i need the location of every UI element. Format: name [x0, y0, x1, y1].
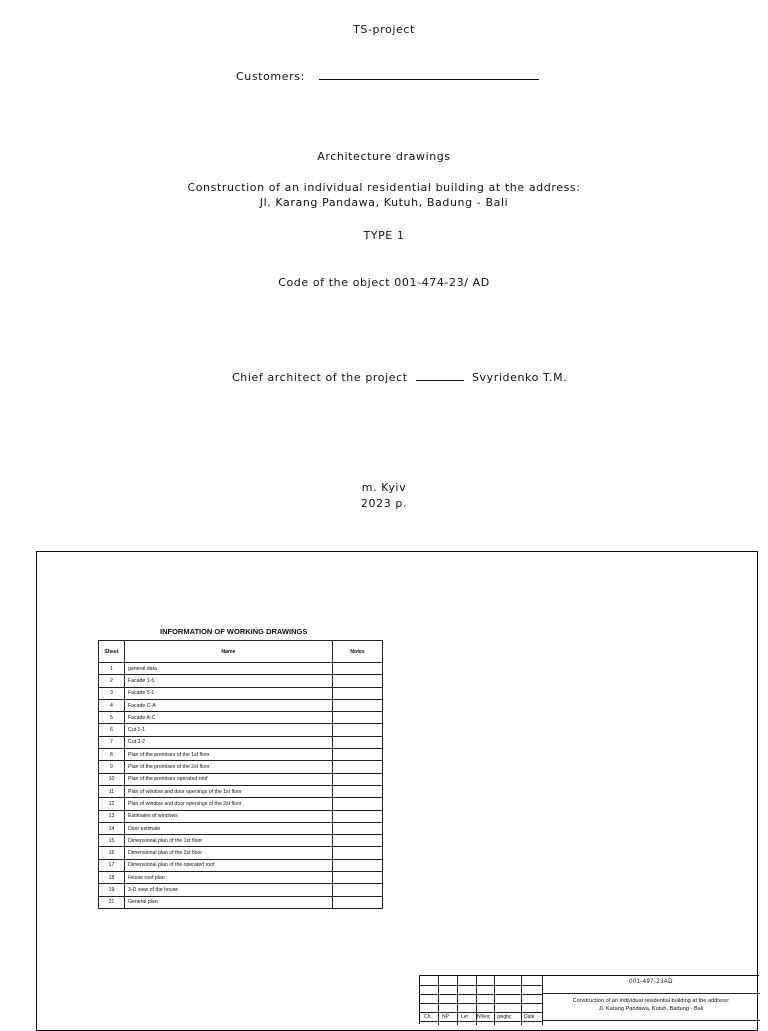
sheet-name: Cut 1-1 — [125, 724, 333, 736]
sheet-name: general data — [125, 663, 333, 675]
customers-blank — [319, 71, 539, 80]
type-label: TYPE 1 — [363, 229, 405, 242]
table-row — [99, 798, 383, 810]
table-row — [99, 712, 383, 724]
table-row — [99, 687, 383, 699]
chief-architect-line — [232, 371, 567, 384]
column-header-notes: Notes — [333, 641, 383, 663]
sheet-name: General plan — [125, 896, 333, 908]
column-header-sheet: Sheet — [99, 641, 125, 663]
sheet-name: House roof plan — [125, 872, 333, 884]
table-row — [99, 675, 383, 687]
stamp-label-np: NP — [442, 1014, 449, 1020]
drawings-table-body — [99, 663, 383, 909]
table-row — [99, 872, 383, 884]
sheet-number: 4 — [99, 699, 125, 711]
sheet-number: 18 — [99, 872, 125, 884]
sheet-name: Facade 1-5 — [125, 675, 333, 687]
sheet-notes — [333, 896, 383, 908]
table-row — [99, 810, 383, 822]
sheet-number: 10 — [99, 773, 125, 785]
table-row — [99, 785, 383, 797]
sheet-name: Dimensional plan of the 1st floor — [125, 835, 333, 847]
stamp-label-let: Let — [461, 1014, 468, 1020]
title-block-grid — [420, 976, 542, 1025]
drawings-table — [98, 640, 383, 909]
table-row — [99, 699, 383, 711]
sheet-name: Plan of window and door openings of the 1st floor — [125, 785, 333, 797]
sheet-notes — [333, 810, 383, 822]
sheet-notes — [333, 724, 383, 736]
stamp-description-line-1: Construction of an individual residential building at the address: — [572, 998, 730, 1004]
sheet-name: Cut 2-2 — [125, 736, 333, 748]
table-row — [99, 822, 383, 834]
table-row — [99, 724, 383, 736]
sheet-name: Plan of the premises operated roof — [125, 773, 333, 785]
sheet-notes — [333, 785, 383, 797]
sheet-notes — [333, 822, 383, 834]
stamp-label-ch: Ch. — [424, 1014, 432, 1020]
signature-blank — [416, 372, 464, 381]
sheet-name: Plan of the premises of the 2st floor — [125, 761, 333, 773]
sheet-name: Facade C-A — [125, 699, 333, 711]
sheet-number: 6 — [99, 724, 125, 736]
table-row — [99, 773, 383, 785]
stamp-label-ndoc: N%oc — [477, 1014, 491, 1020]
sheet-name: Door estimate — [125, 822, 333, 834]
sheet-number: 19 — [99, 884, 125, 896]
sheet-name: Plan of window and door openings of the 2st floor — [125, 798, 333, 810]
sheet-notes — [333, 798, 383, 810]
chief-name: Svyridenko T.M. — [471, 371, 568, 384]
sheet-notes — [333, 699, 383, 711]
sheet-number: 15 — [99, 835, 125, 847]
sheet-name: Facade A-C — [125, 712, 333, 724]
table-row — [99, 749, 383, 761]
sheet-notes — [333, 749, 383, 761]
sheet-name: Plan of the premises of the 1st floor — [125, 749, 333, 761]
sheet-name: 3-D view of the house — [125, 884, 333, 896]
sheet-name: Estimates of windows — [125, 810, 333, 822]
construction-line-2: Jl. Karang Pandawa, Kutuh, Badung - Bali — [259, 196, 509, 209]
table-row — [99, 835, 383, 847]
sheet-number: 21 — [99, 896, 125, 908]
customers-line — [236, 70, 539, 83]
sheet-number: 1 — [99, 663, 125, 675]
sheet-notes — [333, 835, 383, 847]
table-row — [99, 736, 383, 748]
stamp-description-line-2: Jl. Karang Pandawa, Kutuh, Badung - Bali — [598, 1006, 704, 1013]
city: m. Kyiv — [361, 481, 407, 494]
stamp-label-date: Date — [524, 1014, 535, 1020]
sheet-number: 17 — [99, 859, 125, 871]
sheet-number: 3 — [99, 687, 125, 699]
sheet-notes — [333, 712, 383, 724]
sheet-notes — [333, 847, 383, 859]
sheet-notes — [333, 859, 383, 871]
sheet-notes — [333, 736, 383, 748]
sheet-number: 7 — [99, 736, 125, 748]
sheet-name: Dimensional plan of the operated roof — [125, 859, 333, 871]
sheet-number: 12 — [99, 798, 125, 810]
column-header-name: Name — [125, 641, 333, 663]
project-name: TS-project — [353, 23, 415, 36]
sheet-name: Facade 5-1 — [125, 687, 333, 699]
sheet-number: 16 — [99, 847, 125, 859]
sheet-number: 13 — [99, 810, 125, 822]
stamp-label-sign: gsigbc — [497, 1014, 512, 1020]
customers-label: Customers: — [236, 70, 305, 83]
stamp-description — [542, 997, 760, 1014]
drawings-table-title: INFORMATION OF WORKING DRAWINGS — [160, 627, 308, 636]
sheet-number: 8 — [99, 749, 125, 761]
sheet-notes — [333, 761, 383, 773]
section-title: Architecture drawings — [317, 150, 451, 163]
construction-line-1: Construction of an individual residential building at the address: — [187, 181, 581, 194]
table-row — [99, 847, 383, 859]
sheet-notes — [333, 872, 383, 884]
sheet-notes — [333, 773, 383, 785]
sheet-number: 11 — [99, 785, 125, 797]
chief-label: Chief architect of the project — [232, 371, 408, 384]
table-row — [99, 761, 383, 773]
table-row — [99, 663, 383, 675]
year: 2023 p. — [360, 497, 408, 510]
table-row — [99, 896, 383, 908]
sheet-notes — [333, 884, 383, 896]
sheet-notes — [333, 675, 383, 687]
sheet-name: Dimensional plan of the 2st floor — [125, 847, 333, 859]
table-row — [99, 884, 383, 896]
sheet-number: 14 — [99, 822, 125, 834]
sheet-number: 9 — [99, 761, 125, 773]
sheet-number: 5 — [99, 712, 125, 724]
title-block — [419, 975, 759, 1024]
object-code: Code of the object 001-474-23/ AD — [278, 276, 490, 289]
stamp-code: 001-497-23AD — [629, 979, 673, 985]
table-header-row — [99, 641, 383, 663]
sheet-notes — [333, 663, 383, 675]
table-row — [99, 859, 383, 871]
sheet-notes — [333, 687, 383, 699]
sheet-number: 2 — [99, 675, 125, 687]
